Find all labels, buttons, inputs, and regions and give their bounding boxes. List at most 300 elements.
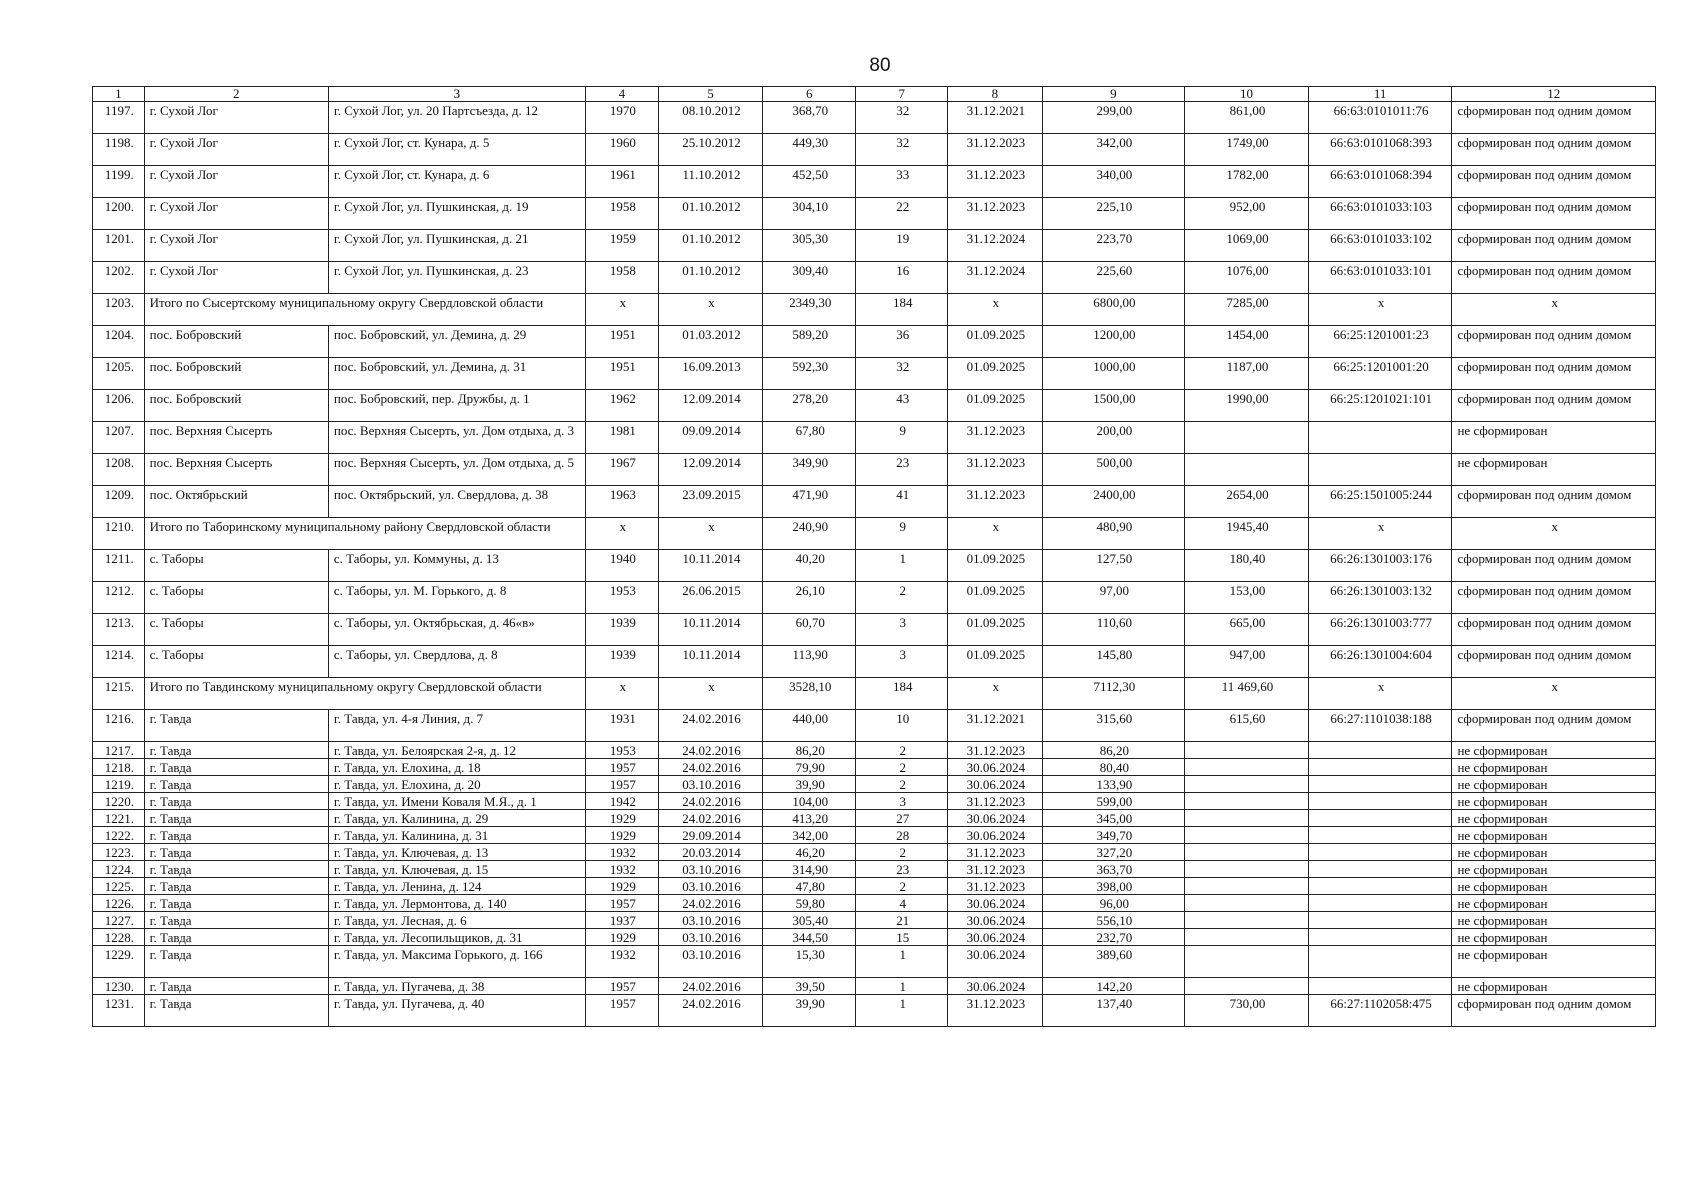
column-9-cell: 225,10 — [1042, 198, 1185, 230]
column-number: 10 — [1185, 87, 1309, 102]
area-cell: 104,00 — [763, 793, 856, 810]
deadline-cell: 31.12.2024 — [948, 230, 1042, 262]
deadline-cell: 31.12.2023 — [948, 486, 1042, 518]
cadastral-number-cell: 66:25:1501005:244 — [1308, 486, 1452, 518]
column-10-cell — [1185, 895, 1309, 912]
year-cell: 1962 — [585, 390, 658, 422]
column-9-cell: 599,00 — [1042, 793, 1185, 810]
table-row — [93, 827, 1656, 844]
address-cell: г. Тавда, ул. Пугачева, д. 40 — [328, 995, 585, 1027]
deadline-cell: 31.12.2023 — [948, 454, 1042, 486]
year-cell: 1932 — [585, 861, 658, 878]
table-row — [93, 912, 1656, 929]
locality-cell: г. Тавда — [144, 895, 328, 912]
date-cell: 03.10.2016 — [658, 861, 762, 878]
land-status-cell: не сформирован — [1452, 844, 1656, 861]
column-9-cell: 200,00 — [1042, 422, 1185, 454]
address-cell: с. Таборы, ул. Свердлова, д. 8 — [328, 646, 585, 678]
column-9-cell: 142,20 — [1042, 978, 1185, 995]
row-number-cell: 1219. — [93, 776, 145, 793]
area-cell: 39,50 — [763, 978, 856, 995]
column-number: 11 — [1308, 87, 1452, 102]
land-status-cell: не сформирован — [1452, 793, 1656, 810]
land-status-cell: х — [1452, 518, 1656, 550]
column-10-cell: 7285,00 — [1185, 294, 1309, 326]
column-10-cell — [1185, 742, 1309, 759]
table-row — [93, 102, 1656, 134]
area-cell: 413,20 — [763, 810, 856, 827]
residents-cell: 41 — [856, 486, 948, 518]
area-cell: 240,90 — [763, 518, 856, 550]
area-cell: 368,70 — [763, 102, 856, 134]
total-label-cell: Итого по Сысертскому муниципальному округу Свердловской области — [144, 294, 585, 326]
column-10-cell — [1185, 793, 1309, 810]
total-label-cell: Итого по Тавдинскому муниципальному округу Свердловской области — [144, 678, 585, 710]
land-status-cell: не сформирован — [1452, 978, 1656, 995]
area-cell: 305,40 — [763, 912, 856, 929]
address-cell: пос. Верхняя Сысерть, ул. Дом отдыха, д. 5 — [328, 454, 585, 486]
column-9-cell: 232,70 — [1042, 929, 1185, 946]
row-number-cell: 1210. — [93, 518, 145, 550]
cadastral-number-cell — [1308, 878, 1452, 895]
cadastral-number-cell — [1308, 978, 1452, 995]
land-status-cell: сформирован под одним домом — [1452, 646, 1656, 678]
cadastral-number-cell: 66:26:1301003:777 — [1308, 614, 1452, 646]
year-cell: 1937 — [585, 912, 658, 929]
row-number-cell: 1229. — [93, 946, 145, 978]
date-cell: 03.10.2016 — [658, 946, 762, 978]
year-cell: х — [585, 518, 658, 550]
address-cell: г. Тавда, ул. Елохина, д. 18 — [328, 759, 585, 776]
date-cell: 10.11.2014 — [658, 550, 762, 582]
cadastral-number-cell — [1308, 422, 1452, 454]
row-number-cell: 1209. — [93, 486, 145, 518]
column-9-cell: 86,20 — [1042, 742, 1185, 759]
deadline-cell: 30.06.2024 — [948, 946, 1042, 978]
residents-cell: 4 — [856, 895, 948, 912]
table-row — [93, 646, 1656, 678]
year-cell: 1960 — [585, 134, 658, 166]
table-row — [93, 582, 1656, 614]
table-row — [93, 776, 1656, 793]
locality-cell: г. Тавда — [144, 742, 328, 759]
locality-cell: г. Тавда — [144, 759, 328, 776]
cadastral-number-cell — [1308, 912, 1452, 929]
column-9-cell: 363,70 — [1042, 861, 1185, 878]
area-cell: 59,80 — [763, 895, 856, 912]
deadline-cell: 01.09.2025 — [948, 646, 1042, 678]
table-row — [93, 793, 1656, 810]
date-cell: 29.09.2014 — [658, 827, 762, 844]
column-9-cell: 145,80 — [1042, 646, 1185, 678]
area-cell: 349,90 — [763, 454, 856, 486]
row-number-cell: 1212. — [93, 582, 145, 614]
locality-cell: г. Тавда — [144, 776, 328, 793]
column-10-cell: 730,00 — [1185, 995, 1309, 1027]
row-number-cell: 1227. — [93, 912, 145, 929]
cadastral-number-cell: 66:63:0101033:102 — [1308, 230, 1452, 262]
residents-cell: 1 — [856, 550, 948, 582]
address-cell: г. Тавда, ул. 4-я Линия, д. 7 — [328, 710, 585, 742]
deadline-cell: 31.12.2023 — [948, 844, 1042, 861]
column-10-cell — [1185, 827, 1309, 844]
column-10-cell — [1185, 422, 1309, 454]
date-cell: 10.11.2014 — [658, 646, 762, 678]
residents-cell: 28 — [856, 827, 948, 844]
deadline-cell: 30.06.2024 — [948, 895, 1042, 912]
year-cell: 1939 — [585, 614, 658, 646]
column-10-cell — [1185, 759, 1309, 776]
locality-cell: г. Сухой Лог — [144, 262, 328, 294]
address-cell: с. Таборы, ул. М. Горького, д. 8 — [328, 582, 585, 614]
table-row — [93, 895, 1656, 912]
row-number-cell: 1224. — [93, 861, 145, 878]
locality-cell: г. Тавда — [144, 929, 328, 946]
year-cell: 1959 — [585, 230, 658, 262]
row-number-cell: 1211. — [93, 550, 145, 582]
cadastral-number-cell — [1308, 454, 1452, 486]
column-number: 5 — [658, 87, 762, 102]
address-cell: г. Сухой Лог, ул. 20 Партсъезда, д. 12 — [328, 102, 585, 134]
page-number: 80 — [869, 55, 891, 76]
residents-cell: 23 — [856, 454, 948, 486]
date-cell: 11.10.2012 — [658, 166, 762, 198]
address-cell: пос. Верхняя Сысерть, ул. Дом отдыха, д. 3 — [328, 422, 585, 454]
year-cell: 1967 — [585, 454, 658, 486]
date-cell: 24.02.2016 — [658, 759, 762, 776]
row-number-cell: 1230. — [93, 978, 145, 995]
address-cell: г. Тавда, ул. Пугачева, д. 38 — [328, 978, 585, 995]
column-number: 8 — [948, 87, 1042, 102]
table-row — [93, 810, 1656, 827]
land-status-cell: сформирован под одним домом — [1452, 358, 1656, 390]
locality-cell: пос. Верхняя Сысерть — [144, 454, 328, 486]
address-cell: г. Тавда, ул. Имени Коваля М.Я., д. 1 — [328, 793, 585, 810]
total-row — [93, 518, 1656, 550]
locality-cell: г. Сухой Лог — [144, 134, 328, 166]
area-cell: 113,90 — [763, 646, 856, 678]
land-status-cell: сформирован под одним домом — [1452, 198, 1656, 230]
residents-cell: 2 — [856, 878, 948, 895]
address-cell: г. Тавда, ул. Максима Горького, д. 166 — [328, 946, 585, 978]
column-9-cell: 97,00 — [1042, 582, 1185, 614]
column-10-cell — [1185, 776, 1309, 793]
locality-cell: г. Тавда — [144, 827, 328, 844]
cadastral-number-cell — [1308, 929, 1452, 946]
date-cell: х — [658, 518, 762, 550]
locality-cell: г. Тавда — [144, 995, 328, 1027]
date-cell: 09.09.2014 — [658, 422, 762, 454]
residents-cell: 43 — [856, 390, 948, 422]
area-cell: 305,30 — [763, 230, 856, 262]
table-row — [93, 422, 1656, 454]
date-cell: 03.10.2016 — [658, 878, 762, 895]
row-number-cell: 1213. — [93, 614, 145, 646]
table-row — [93, 742, 1656, 759]
cadastral-number-cell: х — [1308, 518, 1452, 550]
row-number-cell: 1215. — [93, 678, 145, 710]
address-cell: г. Тавда, ул. Белоярская 2-я, д. 12 — [328, 742, 585, 759]
deadline-cell: 01.09.2025 — [948, 358, 1042, 390]
table-row — [93, 759, 1656, 776]
deadline-cell: 31.12.2023 — [948, 166, 1042, 198]
row-number-cell: 1216. — [93, 710, 145, 742]
area-cell: 40,20 — [763, 550, 856, 582]
row-number-cell: 1231. — [93, 995, 145, 1027]
locality-cell: с. Таборы — [144, 646, 328, 678]
table-row — [93, 710, 1656, 742]
locality-cell: г. Сухой Лог — [144, 166, 328, 198]
cadastral-number-cell: 66:25:1201001:23 — [1308, 326, 1452, 358]
table-row — [93, 326, 1656, 358]
row-number-cell: 1226. — [93, 895, 145, 912]
date-cell: 01.03.2012 — [658, 326, 762, 358]
date-cell: 12.09.2014 — [658, 390, 762, 422]
date-cell: 16.09.2013 — [658, 358, 762, 390]
date-cell: х — [658, 294, 762, 326]
cadastral-number-cell: 66:63:0101011:76 — [1308, 102, 1452, 134]
year-cell: 1932 — [585, 946, 658, 978]
residents-cell: 1 — [856, 978, 948, 995]
cadastral-number-cell — [1308, 742, 1452, 759]
locality-cell: г. Тавда — [144, 793, 328, 810]
column-9-cell: 327,20 — [1042, 844, 1185, 861]
residents-cell: 2 — [856, 776, 948, 793]
column-number: 7 — [856, 87, 948, 102]
date-cell: 08.10.2012 — [658, 102, 762, 134]
date-cell: 24.02.2016 — [658, 995, 762, 1027]
year-cell: 1953 — [585, 742, 658, 759]
locality-cell: г. Тавда — [144, 912, 328, 929]
row-number-cell: 1223. — [93, 844, 145, 861]
column-10-cell: 861,00 — [1185, 102, 1309, 134]
column-10-cell: 1749,00 — [1185, 134, 1309, 166]
area-cell: 344,50 — [763, 929, 856, 946]
deadline-cell: х — [948, 294, 1042, 326]
column-10-cell: 1782,00 — [1185, 166, 1309, 198]
cadastral-number-cell: 66:27:1102058:475 — [1308, 995, 1452, 1027]
cadastral-number-cell — [1308, 861, 1452, 878]
residents-cell: 9 — [856, 422, 948, 454]
locality-cell: пос. Бобровский — [144, 326, 328, 358]
land-status-cell: не сформирован — [1452, 895, 1656, 912]
residents-cell: 22 — [856, 198, 948, 230]
year-cell: 1939 — [585, 646, 658, 678]
land-status-cell: х — [1452, 294, 1656, 326]
residents-cell: 1 — [856, 946, 948, 978]
cadastral-number-cell: 66:26:1301003:176 — [1308, 550, 1452, 582]
locality-cell: с. Таборы — [144, 550, 328, 582]
year-cell: 1961 — [585, 166, 658, 198]
date-cell: 03.10.2016 — [658, 776, 762, 793]
cadastral-number-cell — [1308, 895, 1452, 912]
row-number-cell: 1225. — [93, 878, 145, 895]
address-cell: г. Тавда, ул. Ключевая, д. 15 — [328, 861, 585, 878]
column-9-cell: 7112,30 — [1042, 678, 1185, 710]
residents-cell: 27 — [856, 810, 948, 827]
locality-cell: г. Сухой Лог — [144, 198, 328, 230]
locality-cell: г. Тавда — [144, 710, 328, 742]
land-status-cell: сформирован под одним домом — [1452, 262, 1656, 294]
land-status-cell: сформирован под одним домом — [1452, 102, 1656, 134]
deadline-cell: 01.09.2025 — [948, 326, 1042, 358]
year-cell: 1957 — [585, 895, 658, 912]
table-row — [93, 486, 1656, 518]
year-cell: 1963 — [585, 486, 658, 518]
land-status-cell: сформирован под одним домом — [1452, 995, 1656, 1027]
column-10-cell — [1185, 454, 1309, 486]
locality-cell: г. Сухой Лог — [144, 230, 328, 262]
column-9-cell: 110,60 — [1042, 614, 1185, 646]
deadline-cell: 30.06.2024 — [948, 929, 1042, 946]
locality-cell: г. Тавда — [144, 878, 328, 895]
column-9-cell: 342,00 — [1042, 134, 1185, 166]
year-cell: 1932 — [585, 844, 658, 861]
table-row — [93, 358, 1656, 390]
deadline-cell: 30.06.2024 — [948, 912, 1042, 929]
year-cell: х — [585, 294, 658, 326]
column-10-cell — [1185, 912, 1309, 929]
address-cell: пос. Бобровский, ул. Демина, д. 29 — [328, 326, 585, 358]
residents-cell: 184 — [856, 294, 948, 326]
row-number-cell: 1207. — [93, 422, 145, 454]
cadastral-number-cell — [1308, 946, 1452, 978]
area-cell: 39,90 — [763, 776, 856, 793]
area-cell: 39,90 — [763, 995, 856, 1027]
column-9-cell: 127,50 — [1042, 550, 1185, 582]
year-cell: 1958 — [585, 262, 658, 294]
column-10-cell — [1185, 844, 1309, 861]
table-row — [93, 166, 1656, 198]
area-cell: 589,20 — [763, 326, 856, 358]
year-cell: 1929 — [585, 878, 658, 895]
area-cell: 3528,10 — [763, 678, 856, 710]
cadastral-number-cell: 66:63:0101033:101 — [1308, 262, 1452, 294]
residents-cell: 1 — [856, 995, 948, 1027]
area-cell: 15,30 — [763, 946, 856, 978]
locality-cell: г. Тавда — [144, 844, 328, 861]
deadline-cell: 30.06.2024 — [948, 759, 1042, 776]
row-number-cell: 1220. — [93, 793, 145, 810]
year-cell: 1929 — [585, 810, 658, 827]
column-number: 6 — [763, 87, 856, 102]
address-cell: с. Таборы, ул. Октябрьская, д. 46«в» — [328, 614, 585, 646]
residents-cell: 23 — [856, 861, 948, 878]
column-9-cell: 2400,00 — [1042, 486, 1185, 518]
column-number: 1 — [93, 87, 145, 102]
residents-cell: 15 — [856, 929, 948, 946]
area-cell: 47,80 — [763, 878, 856, 895]
column-10-cell: 952,00 — [1185, 198, 1309, 230]
residents-cell: 3 — [856, 646, 948, 678]
column-9-cell: 225,60 — [1042, 262, 1185, 294]
deadline-cell: х — [948, 518, 1042, 550]
date-cell: 24.02.2016 — [658, 710, 762, 742]
date-cell: 12.09.2014 — [658, 454, 762, 486]
deadline-cell: 01.09.2025 — [948, 550, 1042, 582]
deadline-cell: 01.09.2025 — [948, 390, 1042, 422]
date-cell: 23.09.2015 — [658, 486, 762, 518]
deadline-cell: 30.06.2024 — [948, 810, 1042, 827]
column-10-cell — [1185, 946, 1309, 978]
column-10-cell: 665,00 — [1185, 614, 1309, 646]
address-cell: г. Тавда, ул. Елохина, д. 20 — [328, 776, 585, 793]
area-cell: 67,80 — [763, 422, 856, 454]
row-number-cell: 1202. — [93, 262, 145, 294]
year-cell: 1942 — [585, 793, 658, 810]
area-cell: 2349,30 — [763, 294, 856, 326]
year-cell: 1931 — [585, 710, 658, 742]
deadline-cell: 01.09.2025 — [948, 582, 1042, 614]
residents-cell: 2 — [856, 582, 948, 614]
land-status-cell: сформирован под одним домом — [1452, 614, 1656, 646]
deadline-cell: 30.06.2024 — [948, 776, 1042, 793]
column-9-cell: 1200,00 — [1042, 326, 1185, 358]
table-row — [93, 844, 1656, 861]
cadastral-number-cell: 66:63:0101068:393 — [1308, 134, 1452, 166]
year-cell: 1957 — [585, 995, 658, 1027]
column-10-cell — [1185, 810, 1309, 827]
column-9-cell: 80,40 — [1042, 759, 1185, 776]
land-status-cell: не сформирован — [1452, 810, 1656, 827]
cadastral-number-cell: 66:25:1201001:20 — [1308, 358, 1452, 390]
date-cell: 01.10.2012 — [658, 230, 762, 262]
column-9-cell: 6800,00 — [1042, 294, 1185, 326]
locality-cell: с. Таборы — [144, 582, 328, 614]
table-row — [93, 230, 1656, 262]
residents-cell: 19 — [856, 230, 948, 262]
address-cell: г. Сухой Лог, ул. Пушкинская, д. 19 — [328, 198, 585, 230]
address-cell: с. Таборы, ул. Коммуны, д. 13 — [328, 550, 585, 582]
year-cell: 1929 — [585, 929, 658, 946]
land-status-cell: не сформирован — [1452, 861, 1656, 878]
land-status-cell: сформирован под одним домом — [1452, 326, 1656, 358]
address-cell: г. Тавда, ул. Лермонтова, д. 140 — [328, 895, 585, 912]
area-cell: 440,00 — [763, 710, 856, 742]
area-cell: 471,90 — [763, 486, 856, 518]
area-cell: 278,20 — [763, 390, 856, 422]
column-9-cell: 500,00 — [1042, 454, 1185, 486]
column-10-cell: 1454,00 — [1185, 326, 1309, 358]
address-cell: г. Сухой Лог, ст. Кунара, д. 6 — [328, 166, 585, 198]
cadastral-number-cell: х — [1308, 294, 1452, 326]
cadastral-number-cell — [1308, 827, 1452, 844]
table-row — [93, 550, 1656, 582]
deadline-cell: 31.12.2023 — [948, 995, 1042, 1027]
column-10-cell: 1945,40 — [1185, 518, 1309, 550]
locality-cell: г. Тавда — [144, 946, 328, 978]
date-cell: 03.10.2016 — [658, 912, 762, 929]
cadastral-number-cell — [1308, 844, 1452, 861]
deadline-cell: 31.12.2023 — [948, 878, 1042, 895]
residents-cell: 9 — [856, 518, 948, 550]
table-row — [93, 198, 1656, 230]
area-cell: 46,20 — [763, 844, 856, 861]
column-10-cell — [1185, 861, 1309, 878]
locality-cell: пос. Бобровский — [144, 390, 328, 422]
area-cell: 26,10 — [763, 582, 856, 614]
address-cell: г. Сухой Лог, ст. Кунара, д. 5 — [328, 134, 585, 166]
column-10-cell: 1076,00 — [1185, 262, 1309, 294]
table-row — [93, 390, 1656, 422]
column-9-cell: 398,00 — [1042, 878, 1185, 895]
column-10-cell: 180,40 — [1185, 550, 1309, 582]
area-cell: 309,40 — [763, 262, 856, 294]
deadline-cell: 01.09.2025 — [948, 614, 1042, 646]
deadline-cell: 31.12.2021 — [948, 710, 1042, 742]
row-number-cell: 1206. — [93, 390, 145, 422]
year-cell: 1957 — [585, 776, 658, 793]
